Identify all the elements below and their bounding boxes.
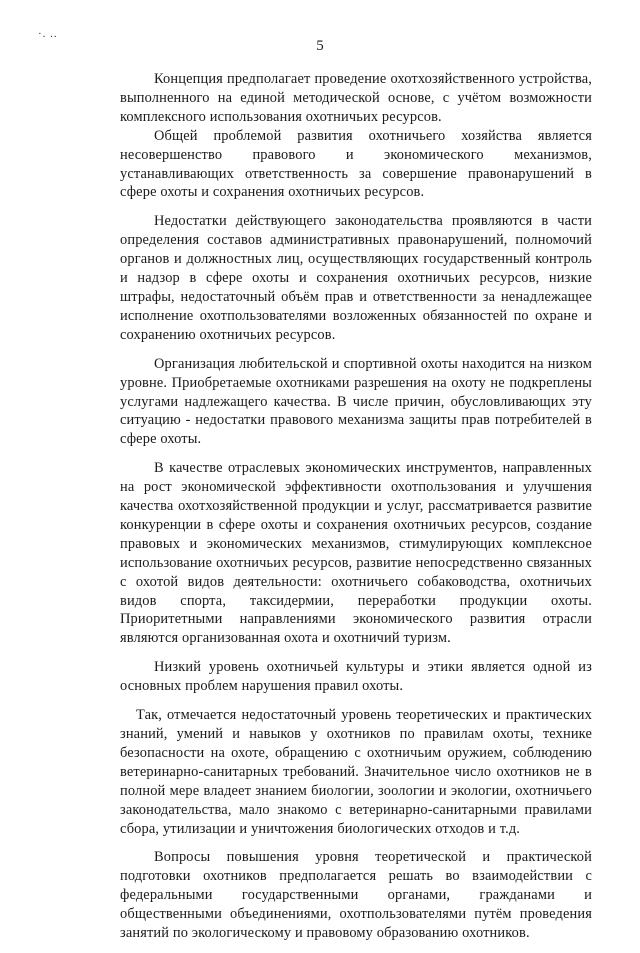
paragraph-training: Вопросы повышения уровня теоретической и практической подготовки охотников предполагается решать во взаимодействии с федеральными государственными органами, гражданами и общественными объединениями, охотпользователями путём проведения занятий по экологическому и правовому образованию охотников. xyxy=(120,849,592,942)
paragraph-amateur-hunting: Организация любительской и спортивной охоты находится на низком уровне. Приобретаемые охотниками разрешения на охоту не подкреплены услугами надлежащего качества. В числе причин, обусловливающих эту ситуацию - недостатки правового механизма защиты прав потребителей в сфере охоты. xyxy=(120,355,592,448)
paragraph-hunting-culture: Низкий уровень охотничьей культуры и этики является одной из основных проблем нарушения правил охоты. xyxy=(120,659,592,695)
paragraph-general-problem: Общей проблемой развития охотничьего хозяйства является несовершенство правового и экономического механизмов, устанавливающих ответственность за совершение правонарушений в сфере охоты и сохранения охотничьих ресурсов. xyxy=(120,127,592,201)
paragraph-legislation-shortcomings: Недостатки действующего законодательства проявляются в части определения составов административных правонарушений, полномочий органов и должностных лиц, осуществляющих государственный контроль и надзор в сфере охоты и сохранения охотничьих ресурсов, низкие штрафы, недостаточный объём прав и ответственности за ненадлежащее исполнение охотпользователями возложенных обязанностей по охране и сохранению охотничьих ресурсов. xyxy=(120,213,592,343)
paragraph-concept: Концепция предполагает проведение охотхозяйственного устройства, выполненного на единой методической основе, с учётом возможности комплексного использования охотничьих ресурсов. xyxy=(120,71,592,125)
page-number: 5 xyxy=(316,38,324,54)
scan-corner-marks: ·. .. xyxy=(38,28,58,40)
document-body xyxy=(120,70,592,953)
paragraph-economic-instruments: В качестве отраслевых экономических инструментов, направленных на рост экономической эффективности охотпользования и улучшения качества охотхозяйственной продукции и услуг, рассматривается развитие конкуренции в сфере охоты и сохранения охотничьих ресурсов, создание правовых и экономических механизмов, стимулирующих комплексное использование охотничьих ресурсов, развитие непосредственно связанных с охотой видов деятельности: охотничьего собаководства, охотничьих видов спорта, таксидермии, переработки продукции охоты. Приоритетными направлениями экономического развития отрасли являются организованная охота и охотничий туризм. xyxy=(120,460,592,647)
paragraph-knowledge-level: Так, отмечается недостаточный уровень теоретических и практических знаний, умений и навыков у охотников по правилам охоты, технике безопасности на охоте, обращению с охотничьим оружием, соблюдению ветеринарно-санитарных требований. Значительное число охотников не в полной мере владеет знанием биологии, зоологии и экологии, охотничьего законодательства, мало знакомо с ветеринарно-санитарными правилами сбора, утилизации и уничтожения биологических отходов и т.д. xyxy=(120,707,592,837)
